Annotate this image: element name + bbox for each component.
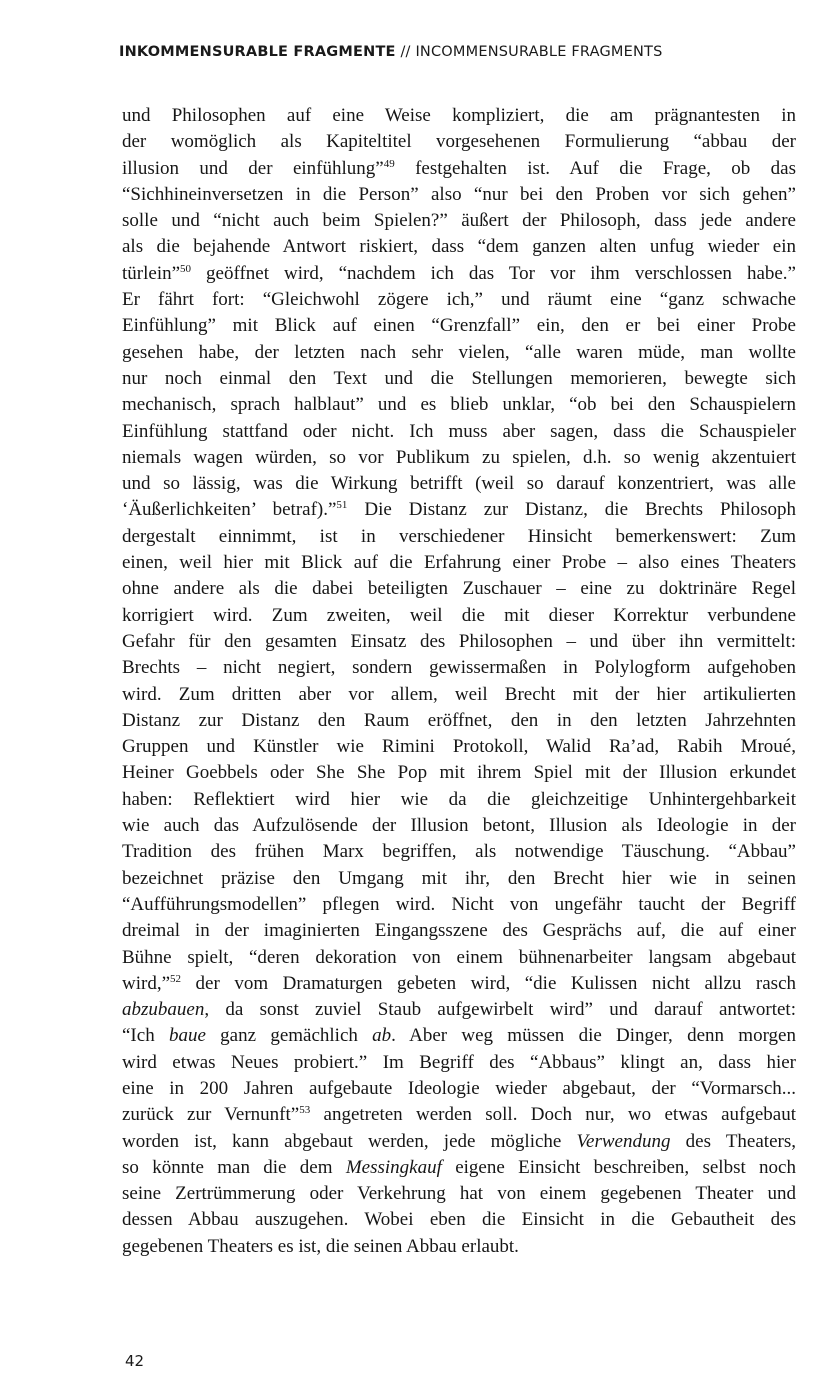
text-segment: ganz gemächlich [205,1025,373,1047]
text-line [122,1155,796,1181]
footnote-ref: 53 [299,1104,311,1117]
italic-term: ab [372,1025,392,1047]
italic-term: baue [168,1025,206,1047]
text-segment: ‘Äußerlichkeiten’ betraf).” [122,499,337,521]
text-segment: geöffnet wird, “nachdem ich das Tor vor ihm verschlossen habe.” [191,262,796,284]
text-line: Gefahr für den gesamten Einsatz des Philosophen – und über ihn vermittelt: [122,630,796,652]
header-title-german: INKOMMENSURABLE FRAGMENTE [119,44,396,60]
text-line: “Sichhineinversetzen in die Person” also “nur bei den Proben vor sich gehen” [122,183,796,205]
text-line: Tradition des frühen Marx begriffen, als notwendige Täuschung. “Abbau” [122,841,796,863]
text-line [122,1129,796,1155]
text-segment: des Theaters, [670,1130,796,1152]
text-line [122,156,796,182]
text-line: nur noch einmal den Text und die Stellungen memorieren, bewegte sich [122,367,796,389]
text-line: wie auch das Aufzulösende der Illusion betont, Illusion als Ideologie in der [122,815,796,837]
text-line [122,1023,796,1049]
text-line [122,1102,796,1128]
text-segment: eigene Einsicht beschreiben, selbst noch [441,1156,796,1178]
text-segment: . Aber weg müssen die Dinger, denn morgen [391,1025,796,1047]
text-line [122,497,796,523]
text-line: Heiner Goebbels oder She She Pop mit ihrem Spiel mit der Illusion erkundet [122,762,796,784]
text-line [122,997,796,1023]
text-segment: zurück zur Vernunft” [122,1104,300,1126]
text-line: der womöglich als Kapiteltitel vorgesehenen Formulierung “abbau der [122,131,796,153]
text-line: mechanisch, sprach halblaut” und es blieb unklar, “ob bei den Schauspielern [122,394,796,416]
running-header [119,44,759,60]
text-line: Bühne spielt, “deren dekoration von einem bühnenarbeiter langsam abgebaut [122,946,796,968]
text-segment: angetreten werden soll. Doch nur, wo etwas aufgebaut [310,1104,796,1126]
italic-term: Messingkauf [345,1156,442,1178]
italic-term: Verwendung [576,1130,671,1152]
text-segment: “Ich [122,1025,169,1047]
text-line: gesehen habe, der letzten nach sehr vielen, “alle waren müde, man wollte [122,341,796,363]
text-line: dergestalt einnimmt, ist in verschiedener Hinsicht bemerkenswert: Zum [122,525,796,547]
text-line: haben: Reflektiert wird hier wie da die gleichzeitige Unhintergehbarkeit [122,788,796,810]
text-segment: so könnte man die dem [122,1156,346,1178]
footnote-ref: 52 [170,972,182,985]
text-line: Einfühlung stattfand oder nicht. Ich muss aber sagen, dass die Schauspieler [122,420,796,442]
header-separator: // [395,44,416,60]
text-segment: , da sonst zuviel Staub aufgewirbelt wird” und darauf antwortet: [204,999,796,1021]
text-line: seine Zertrümmerung oder Verkehrung hat von einem gegebenen Theater und [122,1183,796,1205]
text-line: bezeichnet präzise den Umgang mit ihr, den Brecht hier wie in seinen [122,867,796,889]
text-segment: wird,” [122,972,171,994]
text-line: Er fährt fort: “Gleichwohl zögere ich,” und räumt eine “ganz schwache [122,289,796,311]
footnote-ref: 49 [383,157,395,170]
page-number: 42 [125,1352,145,1370]
text-line: dessen Abbau auszugehen. Wobei eben die Einsicht in die Gebautheit des [122,1209,796,1231]
text-line: eine in 200 Jahren aufgebaute Ideologie wieder abgebaut, der “Vormarsch... [122,1077,796,1099]
text-line: wird etwas Neues probiert.” Im Begriff des “Abbaus” klingt an, dass hier [122,1051,796,1073]
text-segment: türlein” [122,262,181,284]
text-segment: Die Distanz zur Distanz, die Brechts Philosoph [347,499,796,521]
text-line [122,261,796,287]
text-line: Einfühlung” mit Blick auf einen “Grenzfall” ein, den er bei einer Probe [122,315,796,337]
text-line: und Philosophen auf eine Weise kompliziert, die am prägnantesten in [122,105,796,126]
text-segment: worden ist, kann abgebaut werden, jede mögliche [122,1130,577,1152]
footnote-ref: 51 [336,499,348,512]
text-line: Brechts – nicht negiert, sondern gewissermaßen in Polylogform aufgehoben [122,657,796,679]
header-title-english: INCOMMENSURABLE FRAGMENTS [415,44,663,60]
italic-term: abzubauen [122,999,205,1021]
text-line: korrigiert wird. Zum zweiten, weil die mit dieser Korrektur verbundene [122,604,796,626]
text-line: “Aufführungsmodellen” pflegen wird. Nicht von ungefähr taucht der Begriff [122,893,796,915]
text-line: Gruppen und Künstler wie Rimini Protokoll, Walid Ra’ad, Rabih Mroué, [122,736,796,758]
text-line [122,971,796,997]
footnote-ref: 50 [180,262,192,275]
text-line: gegebenen Theaters es ist, die seinen Abbau erlaubt. [122,1235,519,1257]
text-line: und so lässig, was die Wirkung betrifft (weil so darauf konzentriert, was alle [122,473,796,495]
text-line: niemals wagen würden, so vor Publikum zu spielen, d.h. so wenig akzentuiert [122,446,796,468]
text-segment: der vom Dramaturgen gebeten wird, “die Kulissen nicht allzu rasch [181,972,796,994]
text-line: dreimal in der imaginierten Eingangsszene des Gesprächs auf, die auf einer [122,920,796,942]
text-segment: illusion und der einfühlung” [122,157,384,179]
text-segment: festgehalten ist. Auf die Frage, ob das [394,157,796,179]
text-line: solle und “nicht auch beim Spielen?” äußert der Philosoph, dass jede andere [122,210,796,232]
text-line: als die bejahende Antwort riskiert, dass “dem ganzen alten unfug wieder ein [122,236,796,258]
text-line: einen, weil hier mit Blick auf die Erfahrung einer Probe – also eines Theaters [122,552,796,574]
text-line: wird. Zum dritten aber vor allem, weil Brecht mit der hier artikulierten [122,683,796,705]
text-line: Distanz zur Distanz den Raum eröffnet, den in den letzten Jahrzehnten [122,709,796,731]
body-paragraph [122,103,796,1260]
text-line: ohne andere als die dabei beteiligten Zuschauer – eine zu doktrinäre Regel [122,578,796,600]
